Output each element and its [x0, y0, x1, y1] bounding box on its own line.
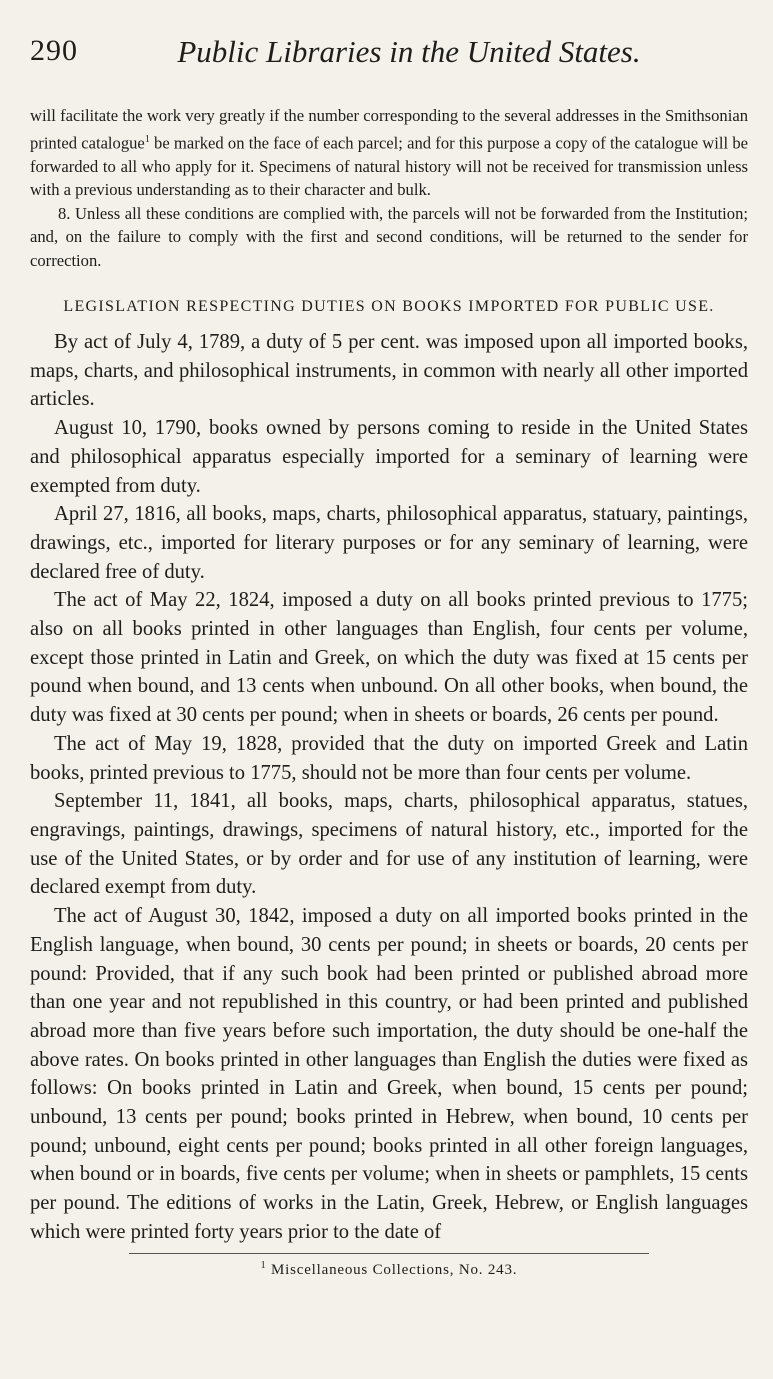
- paragraph-1790: August 10, 1790, books owned by persons coming to reside in the United States and philosophical apparatus especially imported for a seminary of learning were exempted from duty.: [30, 417, 748, 497]
- footnote-mark: 1: [260, 1259, 267, 1271]
- footnote-reference: 1: [144, 133, 150, 145]
- running-title: Public Libraries in the United States.: [177, 34, 641, 69]
- paragraph-1789: By act of July 4, 1789, a duty of 5 per cent. was imposed upon all imported books, maps, charts, and philosophical instruments, in common with nearly all other imported articles.: [30, 331, 748, 411]
- rule-8: 8. Unless all these conditions are complied with, the parcels will not be forwarded from the Institution; and, on the failure to comply with the first and second conditions, will be returned to the sender for correction.: [30, 203, 748, 270]
- rule-7-continuation: will facilitate the work very greatly if the number corresponding to the several addresses in the Smithsonian printed catalogue$^1$ be marked on the face of each parcel; and for this purpose a copy of the catalogue will be forwarded to all who apply for it. Specimens of natural history will not be received for transmission unless with a previous understanding as to their character and bulk.: [30, 106, 748, 200]
- footnote-text: Miscellaneous Collections, No. 243.: [266, 1261, 518, 1278]
- section-body: [30, 328, 748, 1247]
- paragraph-1824: The act of May 22, 1824, imposed a duty on all books printed previous to 1775; also on all books printed in other languages than English, four cents per volume, except those printed in Latin and Greek, on which the duty was fixed at 15 cents per pound when bound, and 13 cents when unbound. On all other books, when bound, the duty was fixed at 30 cents per pound; when in sheets or boards, 26 cents per pound.: [30, 589, 748, 727]
- paragraph-1841: September 11, 1841, all books, maps, charts, philosophical apparatus, statues, engravings, paintings, drawings, specimens of natural history, etc., imported for the use of the United States, or by order and for use of any institution of learning, were declared exempt from duty.: [30, 790, 748, 899]
- footnote-divider: [129, 1253, 649, 1254]
- page-header: [30, 26, 748, 76]
- page-number: 290: [30, 34, 78, 67]
- paragraph-1816: April 27, 1816, all books, maps, charts, philosophical apparatus, statuary, paintings, drawings, etc., imported for literary purposes or for any seminary of learning, were declared free of duty.: [30, 503, 748, 583]
- paragraph-1828: The act of May 19, 1828, provided that the duty on imported Greek and Latin books, printed previous to 1775, should not be more than four cents per volume.: [30, 732, 748, 784]
- footnote: [30, 1260, 748, 1279]
- section-heading: LEGISLATION RESPECTING DUTIES ON BOOKS IMPORTED FOR PUBLIC USE.: [63, 298, 715, 316]
- transmission-rules: [30, 104, 748, 272]
- document-page: [30, 26, 748, 1279]
- paragraph-1842: The act of August 30, 1842, imposed a duty on all imported books printed in the English language, when bound, 30 cents per pound; in sheets or boards, 20 cents per pound: Provided, that if any such book had been printed or published abroad more than one year and not republished in this country, or had been printed and published abroad more than five years before such importation, the duty should be one-half the above rates. On books printed in other languages than English the duties were fixed as follows: On books printed in Latin and Greek, when bound, 15 cents per pound; unbound, 13 cents per pound; books printed in Hebrew, when bound, 10 cents per pound; unbound, eight cents per pound; books printed in all other foreign languages, when bound or in boards, five cents per volume; when in sheets or pamphlets, 15 cents per pound. The editions of works in the Latin, Greek, Hebrew, or English languages which were printed forty years prior to the date of: [30, 905, 748, 1243]
